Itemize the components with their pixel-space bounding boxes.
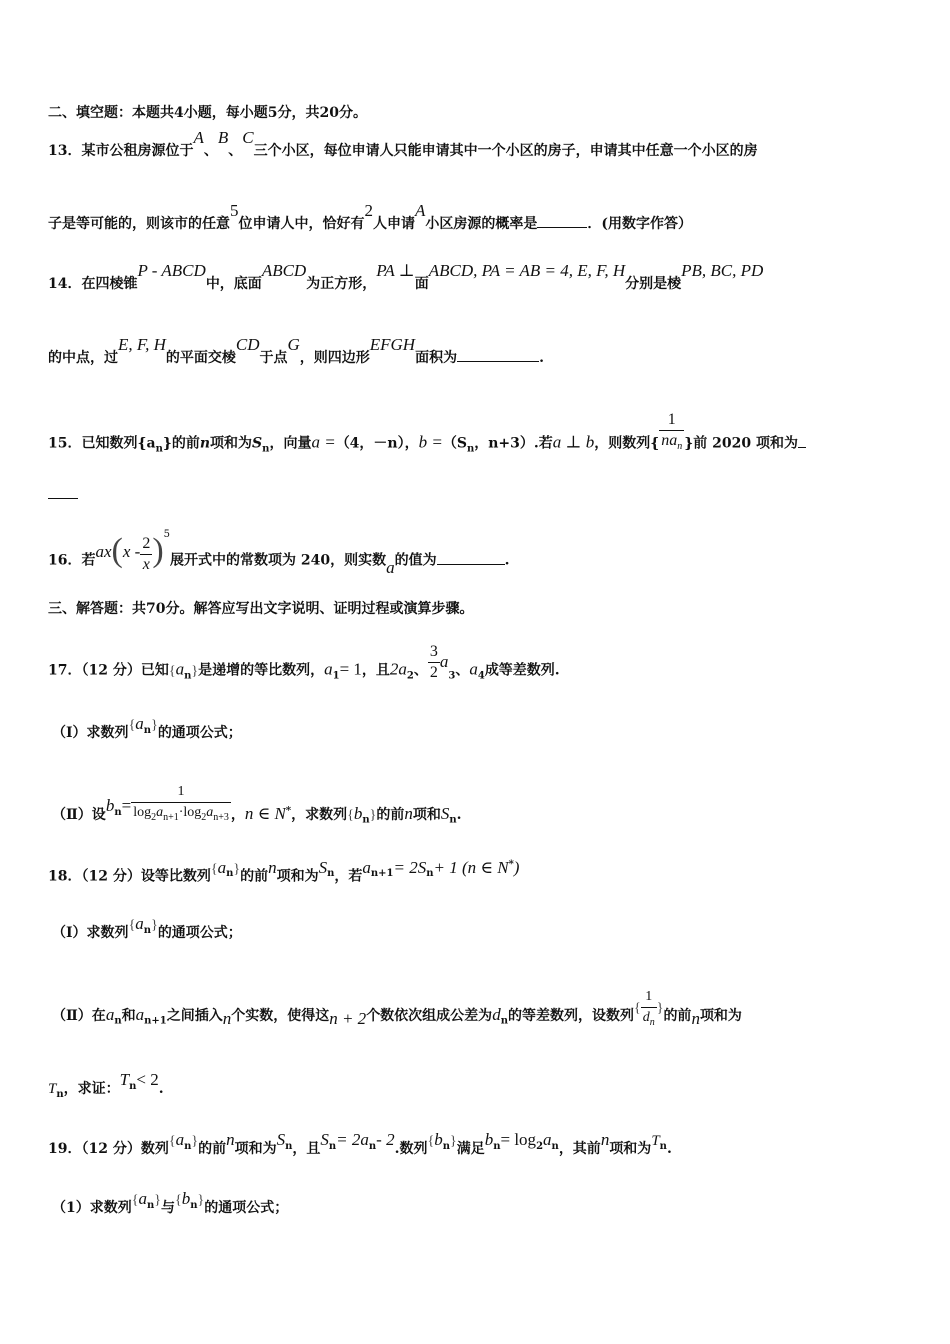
question-text: （S — [442, 435, 467, 452]
question-16: 16．若ax(x - $\frac{2}{x}$ )$^5$展开式中的常数项为 240，则实数a的值为 . — [48, 528, 510, 577]
math-symbol: b — [181, 1189, 191, 1208]
question-text: 已知数列{a — [81, 435, 156, 452]
math-expression: CD — [235, 335, 260, 354]
math-expression: + 1 (n ∈ N — [433, 857, 509, 877]
question-score: （12 分） — [81, 1141, 141, 1157]
question-text: ，若 — [334, 868, 363, 885]
section-heading-fill-in — [48, 103, 367, 123]
question-text: 与 — [161, 1200, 175, 1216]
question-number: 16． — [48, 552, 82, 569]
question-number: 17． — [48, 662, 82, 679]
question-text: 数列 — [140, 1141, 169, 1157]
question-text: 项和为 — [699, 1007, 742, 1024]
question-text: 小区房源的概率是 — [425, 216, 538, 232]
fraction-numerator: 3 — [428, 642, 440, 663]
question-text: 的通项公式； — [157, 925, 242, 941]
question-13 — [48, 128, 758, 161]
question-text: 为正方形， — [306, 276, 377, 292]
question-text: . — [539, 350, 544, 366]
section-heading-solve — [48, 599, 473, 619]
math-expression: 2a — [389, 659, 407, 679]
subscript: n — [155, 443, 163, 455]
math-expression: ) — [513, 857, 520, 877]
math-symbol: a — [386, 557, 395, 577]
math-expression: = 2a — [336, 1130, 369, 1149]
question-text: 分别是棱 — [625, 276, 682, 292]
math-expression: a = — [311, 432, 336, 452]
math-expression: ABCD, PA = AB = 4, E, F, H — [428, 261, 626, 280]
separator: 、 — [413, 662, 428, 679]
question-18-part-2-cont: $T_n$，求证：$T_n< 2$. — [48, 1070, 164, 1100]
subscript: n — [677, 441, 683, 453]
math-symbol: n — [222, 1008, 232, 1028]
question-text: 项和为 — [234, 1141, 277, 1157]
math-symbol: a — [175, 659, 185, 679]
separator: 、 — [203, 143, 218, 159]
math-expression: ABCD — [261, 261, 307, 280]
separator: ， — [230, 806, 245, 823]
question-13-cont — [48, 201, 693, 234]
question-text: 成等差数列. — [484, 662, 560, 679]
question-text: . — [158, 1081, 164, 1097]
question-text: . — [666, 1141, 672, 1157]
math-symbol: a — [543, 1130, 552, 1149]
math-expression: < 2 — [136, 1070, 159, 1089]
math-expression: = 2S — [393, 857, 427, 877]
question-text: ．(用数字作答） — [587, 216, 693, 232]
question-text: 已知 — [140, 662, 169, 679]
math-symbol: S — [276, 1130, 286, 1149]
fraction — [140, 534, 152, 575]
question-number: 14． — [48, 276, 82, 292]
math-symbol: n — [404, 803, 413, 823]
question-text: 展开式中的常数项为 240，则实数 — [170, 552, 387, 569]
math-symbol: d — [492, 1004, 501, 1024]
question-text: ，其前 — [558, 1141, 601, 1157]
question-text: 和 — [121, 1007, 136, 1024]
math-symbol: d — [642, 1010, 650, 1025]
math-expression: n ∈ N — [244, 803, 286, 823]
question-text: 的平面交棱 — [165, 350, 236, 366]
fraction — [428, 642, 440, 683]
part-label: （Ⅰ）求数列 — [52, 725, 129, 741]
math-symbol: S — [252, 435, 263, 452]
math-symbol: a — [175, 1130, 185, 1149]
question-text: 项和为 — [210, 435, 253, 452]
question-text: ，且 — [361, 662, 390, 679]
question-text: 三个小区，每位申请人只能申请其中一个小区的房子，申请其中任意一个小区的房 — [253, 143, 758, 159]
math-symbol: n — [226, 1130, 235, 1149]
fraction — [641, 987, 657, 1033]
fraction-denominator-text: na — [661, 432, 678, 449]
math-symbol: b — [105, 795, 115, 815]
math-symbol: S — [440, 803, 450, 823]
math-symbol: n — [199, 435, 211, 452]
question-text: 个实数，使得这 — [231, 1007, 330, 1024]
question-number: 13． — [48, 143, 82, 159]
math-symbol: a — [439, 651, 449, 671]
math-symbol: a — [156, 805, 164, 820]
question-text: 的通项公式； — [204, 1200, 289, 1216]
math-symbol: b — [484, 1130, 494, 1149]
fraction-denominator: $\log_2a_{n+1}\cdot\log_2a_{n+3}$ — [133, 805, 229, 823]
math-number: 2 — [364, 201, 373, 220]
question-text: 满足 — [456, 1141, 485, 1157]
math-symbol: b — [434, 1130, 443, 1149]
math-symbol: a — [217, 857, 227, 877]
question-text: 是递增的等比数列， — [198, 662, 325, 679]
question-text: 面积为 — [415, 350, 458, 366]
math-symbol: B — [217, 128, 229, 147]
subscript: n — [466, 443, 475, 455]
math-symbol: a — [362, 857, 371, 877]
math-expression: = — [121, 795, 132, 815]
answer-blank — [48, 484, 78, 499]
math-symbol: b — [353, 803, 363, 823]
math-symbol: C — [242, 128, 254, 147]
question-text: ，向量 — [269, 435, 312, 452]
math-symbol: a — [135, 714, 144, 733]
math-expression: PB, BC, PD — [681, 261, 764, 280]
fraction — [131, 782, 231, 828]
question-text: 的中点，过 — [48, 350, 118, 366]
question-text: 的前 — [376, 806, 405, 823]
fraction-numerator: 2 — [140, 534, 152, 555]
math-expression: a ⊥ b — [552, 432, 595, 452]
answer-blank — [437, 550, 505, 565]
fraction — [659, 410, 684, 457]
question-text: 于点 — [259, 350, 288, 366]
math-expression: P - ABCD — [137, 261, 206, 280]
question-text: }前 2020 项和为 — [684, 435, 799, 452]
question-text: . — [504, 552, 510, 569]
fraction-numerator: 1 — [641, 987, 657, 1008]
exponent: 5 — [163, 528, 171, 540]
math-number: 5 — [230, 201, 239, 220]
question-text: 中，底面 — [205, 276, 262, 292]
section-heading-text: 二、填空题：本题共4小题，每小题5分，共20分。 — [48, 105, 367, 121]
question-17-part-1: （Ⅰ）求数列$\{a_n\}$的通项公式； — [52, 714, 242, 741]
math-expression: n + 2 — [329, 1008, 367, 1028]
part-label: （Ⅱ）在 — [52, 1007, 106, 1024]
answer-blank — [798, 433, 806, 448]
question-17-part-2: （Ⅱ）设$b_n=$ $\frac{1}{\log_2a_{n+1}\cdot\log_2a_{n+3}}$ ，n ∈ N*，求数列$\{b_n\}$的前n项和$S_n$. — [52, 792, 462, 838]
question-text: 面 — [414, 276, 429, 292]
question-text: 在四棱锥 — [81, 276, 138, 292]
question-18: 18．（12 分）设等比数列$\{a_n\}$的前n项和为$S_n$，若$a_{n+1}= 2S_n+ 1$ (n ∈ N*) — [48, 857, 520, 885]
math-symbol: S — [318, 857, 328, 877]
fraction-denominator: $d_n$ — [642, 1010, 655, 1028]
math-expression: EFGH — [369, 335, 416, 354]
math-symbol: T — [651, 1133, 660, 1149]
separator: 、 — [455, 662, 470, 679]
math-symbol: a — [105, 1004, 115, 1024]
math-symbol: S — [320, 1130, 329, 1149]
question-text: 的前 — [240, 868, 269, 885]
question-15-blank-line — [48, 484, 78, 505]
math-symbol: a — [135, 1004, 145, 1024]
question-text: 个数依次组成公差为 — [366, 1007, 493, 1024]
question-18-part-2: （Ⅱ）在$a_n$和$a_{n+1}$之间插入n个实数，使得这n + 2个数依次组成公差为$d_n$的等差数列，设数列{ $\frac{1}{d_n}$ }的前n项和为 — [52, 993, 742, 1039]
question-text: 的前 — [663, 1007, 692, 1024]
math-expression: G — [287, 335, 300, 354]
question-text: 若 — [81, 552, 96, 569]
math-symbol: A — [193, 128, 204, 147]
question-number: 19． — [48, 1141, 82, 1157]
fraction-denominator: x — [142, 556, 150, 573]
log-text: ·log — [178, 805, 202, 820]
question-18-part-1: （Ⅰ）求数列$\{a_n\}$的通项公式； — [52, 914, 242, 941]
question-19: 19．（12 分）数列$\{a_n\}$的前n项和为$S_n$，且$S_n= 2a_n-$ 2.数列$\{b_n\}$满足$b_n= \log_2a_n$，其前n项和为$T_n$. — [48, 1130, 672, 1157]
subscript: n — [262, 443, 270, 455]
question-text: ，n+3）.若 — [474, 435, 553, 452]
question-text: ，求数列 — [291, 806, 348, 823]
question-text: 项和为 — [609, 1141, 652, 1157]
question-15 — [48, 411, 806, 467]
answer-blank — [537, 213, 587, 228]
question-text: 设等比数列 — [140, 868, 211, 885]
math-expression: x - — [122, 541, 141, 561]
question-number: 15． — [48, 435, 82, 452]
math-expression: - 2 — [376, 1130, 395, 1149]
part-label: （Ⅱ）设 — [52, 806, 106, 823]
math-symbol: n — [268, 857, 277, 877]
separator: 、 — [228, 143, 243, 159]
question-number: 18． — [48, 868, 82, 885]
question-text: 某市公租房源位于 — [81, 143, 194, 159]
math-expression: PA ⊥ — [376, 261, 415, 280]
question-text: 的值为 — [394, 552, 437, 569]
fraction-numerator: 1 — [659, 410, 684, 431]
math-expression: = log — [500, 1130, 537, 1149]
question-text: 子是等可能的，则该市的任意 — [48, 216, 230, 232]
math-symbol: A — [415, 201, 426, 220]
answer-blank — [457, 347, 539, 362]
question-text: . — [456, 806, 462, 823]
math-symbol: n — [600, 1130, 610, 1149]
question-text: 项和为 — [276, 868, 319, 885]
math-symbol: n — [691, 1008, 700, 1028]
question-text: （4，－n）， — [335, 435, 419, 452]
question-14-cont — [48, 335, 544, 368]
math-expression: b = — [418, 432, 443, 452]
question-text: ，则数列{ — [594, 435, 660, 452]
log-text: log — [133, 805, 152, 820]
section-heading-text: 三、解答题：共70分。解答应写出文字说明、证明过程或演算步骤。 — [48, 601, 474, 617]
question-text: 的前 — [198, 1141, 227, 1157]
question-text: 位申请人中，恰好有 — [238, 216, 365, 232]
question-text: }的前 — [162, 435, 200, 452]
part-label: （1）求数列 — [52, 1200, 132, 1216]
question-text: 的通项公式； — [157, 725, 242, 741]
math-expression: ax — [95, 541, 112, 561]
question-text: 项和 — [412, 806, 441, 823]
math-expression: = 1 — [339, 659, 362, 679]
math-symbol: a — [138, 1189, 147, 1208]
question-text: .数列 — [394, 1141, 428, 1157]
question-text: ，求证： — [63, 1081, 120, 1097]
question-14 — [48, 261, 764, 294]
fraction-numerator: 1 — [131, 782, 231, 803]
question-text: ，则四边形 — [299, 350, 370, 366]
question-text: 之间插入 — [166, 1007, 223, 1024]
math-symbol: a — [324, 659, 333, 679]
part-label: （Ⅰ）求数列 — [52, 925, 129, 941]
fraction-denominator — [659, 431, 684, 457]
question-score: （12 分） — [81, 662, 141, 679]
fraction-denominator: 2 — [429, 664, 438, 681]
math-symbol: T — [48, 1081, 57, 1097]
question-text: 人申请 — [373, 216, 415, 232]
question-score: （12 分） — [81, 868, 141, 885]
math-symbol: T — [119, 1070, 130, 1089]
math-symbol: a — [206, 805, 214, 820]
math-symbol: a — [469, 659, 478, 679]
math-symbol: a — [135, 914, 144, 933]
math-expression: E, F, H — [118, 335, 166, 354]
question-text: ，且 — [292, 1141, 321, 1157]
question-17: 17．（12 分）已知$\{a_n\}$是递增的等比数列，$a_1= 1$，且$2a_2$、 $\frac{3}{2}$ $a_3$、$a_4$成等差数列. — [48, 643, 560, 682]
question-19-part-1: （1）求数列$\{a_n\}$与$\{b_n\}$的通项公式； — [52, 1189, 289, 1216]
question-text: 的等差数列，设数列 — [507, 1007, 634, 1024]
